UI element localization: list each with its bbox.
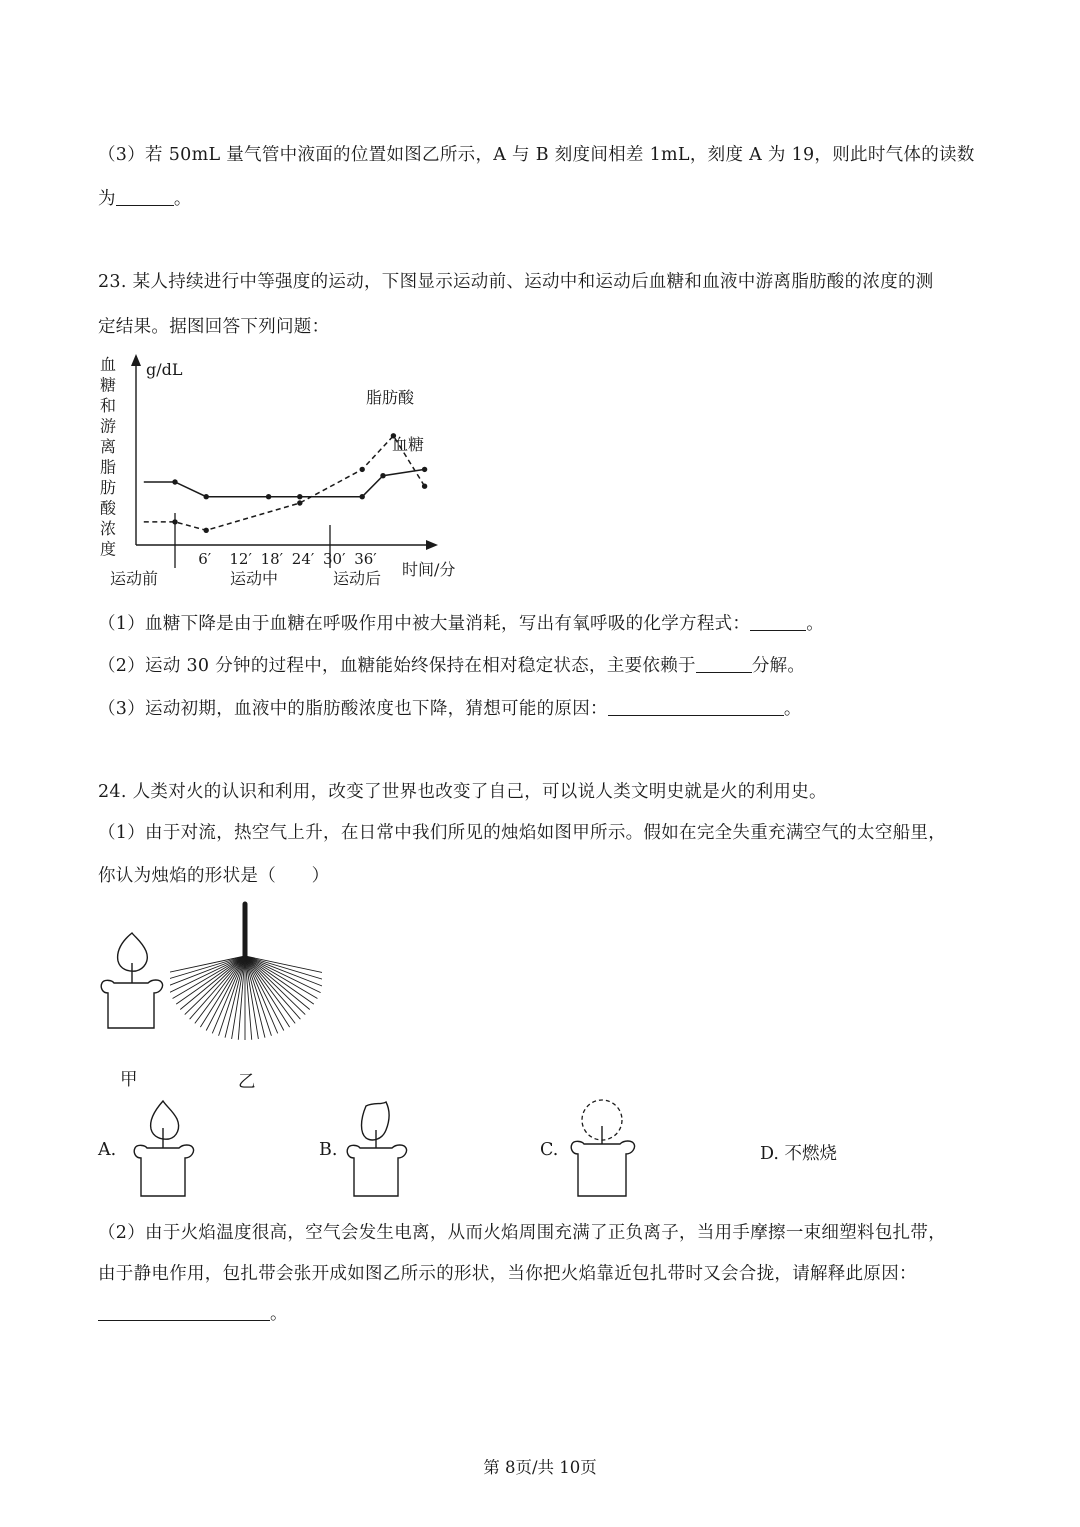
option-b-label[interactable]: B.: [319, 1140, 338, 1160]
glucose-point: [422, 467, 427, 472]
chart-yunit: g/dL: [146, 360, 183, 379]
q23-q2-blank[interactable]: [696, 656, 752, 673]
chart-xlabel: 时间/分: [402, 560, 456, 579]
glucose-point: [297, 494, 302, 499]
q24-p2-blank[interactable]: [98, 1304, 270, 1321]
q22-part3-line1: （3）若 50mL 量气管中液面的位置如图乙所示，A 与 B 刻度间相差 1mL，刻度 A 为 19，则此时气体的读数: [98, 145, 975, 165]
fatty-acid-point: [360, 467, 365, 472]
x-tick-label: 24′: [291, 550, 315, 568]
x-axis-arrow: [426, 540, 438, 550]
ylabel-char: 和: [99, 396, 117, 415]
q24-p2-end: 。: [270, 1304, 288, 1324]
phase-label-before: 运动前: [110, 569, 159, 588]
x-tick-label: 30′: [323, 550, 346, 568]
option-d-label[interactable]: D. 不燃烧: [760, 1144, 838, 1164]
q24-p2-line1: （2）由于火焰温度很高，空气会发生电离，从而火焰周围充满了正负离子，当用手摩擦一束细塑料包扎带，: [98, 1223, 947, 1243]
q22-answer-blank[interactable]: [116, 189, 174, 206]
q24-p1-line2: 你认为烛焰的形状是（ ）: [98, 866, 330, 886]
q23-stem-line2: 定结果。据图回答下列问题：: [98, 317, 330, 337]
option-c-candle-icon: [566, 1098, 638, 1200]
ylabel-char: 浓: [99, 519, 117, 538]
q23-q2-end: 分解。: [751, 656, 806, 676]
phase-label-during: 运动中: [230, 569, 279, 588]
glucose-point: [380, 473, 385, 478]
q23-q1-blank[interactable]: [750, 614, 806, 631]
glucose-point: [204, 494, 209, 499]
ylabel-char: 血: [99, 355, 117, 374]
q23-q3: [98, 695, 802, 720]
fig-yi-label: 乙: [238, 1072, 256, 1092]
q24-p1-line1: （1）由于对流，热空气上升，在日常中我们所见的烛焰如图甲所示。假如在完全失重充满空气的太空船里，: [98, 823, 947, 843]
q23-q2-text: （2）运动 30 分钟的过程中，血糖能始终保持在相对稳定状态，主要依赖于: [98, 656, 696, 676]
q22-part3-line2: [98, 185, 192, 210]
q24-p2-line3: [98, 1300, 288, 1325]
y-axis-arrow: [131, 354, 141, 366]
glucose-fatty-acid-chart: [90, 350, 480, 595]
svg-text:血糖和游离脂肪酸浓度: [100, 355, 117, 559]
x-tick-label: 36′: [354, 550, 377, 568]
ylabel-char: 糖: [99, 375, 117, 395]
x-tick-label: 6′: [198, 550, 212, 568]
plastic-strip: [170, 956, 245, 980]
q23-q2: [98, 652, 805, 677]
chart-ylabel: [100, 355, 117, 559]
fatty-acid-point: [172, 519, 177, 524]
legend-fatty-acid: 脂肪酸: [366, 388, 415, 407]
ylabel-char: 脂: [99, 457, 117, 477]
page-number: 第 8页/共 10页: [483, 1458, 597, 1477]
plastic-strips-fan-illustration: [170, 900, 322, 1045]
candle-jia-illustration: [96, 925, 166, 1035]
option-a-label[interactable]: A.: [98, 1140, 117, 1160]
q23-q3-blank[interactable]: [608, 699, 784, 716]
fatty-acid-point: [297, 500, 302, 505]
legend-glucose: 血糖: [392, 435, 425, 454]
fatty-acid-point: [204, 528, 209, 533]
x-tick-label: 18′: [260, 550, 284, 568]
option-c-label[interactable]: C.: [540, 1140, 559, 1160]
q23-q3-text: （3）运动初期，血液中的脂肪酸浓度也下降，猜想可能的原因：: [98, 699, 608, 719]
q23-q1-text: （1）血糖下降是由于血糖在呼吸作用中被大量消耗，写出有氧呼吸的化学方程式：: [98, 614, 751, 634]
q23-q1: [98, 610, 824, 635]
x-tick-label: 12′: [229, 550, 252, 568]
q23-stem-line1: 23. 某人持续进行中等强度的运动，下图显示运动前、运动中和运动后血糖和血液中游离脂肪酸的浓度的测: [98, 272, 934, 292]
q24-stem: 24. 人类对火的认识和利用，改变了世界也改变了自己，可以说人类文明史就是火的利用史。: [98, 782, 827, 802]
fig-jia-label: 甲: [120, 1070, 138, 1090]
q24-p2-line2: 由于静电作用，包扎带会张开成如图乙所示的形状，当你把火焰靠近包扎带时又会合拢，请解释此原因：: [98, 1264, 917, 1284]
ylabel-char: 肪: [99, 478, 117, 497]
ylabel-char: 度: [99, 539, 117, 559]
ylabel-char: 离: [99, 437, 117, 456]
ylabel-char: 酸: [99, 498, 117, 518]
fatty-acid-point: [422, 484, 427, 489]
option-b-candle-icon: [346, 1100, 410, 1200]
ylabel-char: 游: [99, 416, 117, 436]
glucose-point: [172, 479, 177, 484]
q23-q1-end: 。: [806, 614, 825, 634]
fatty-acid-line: [144, 436, 425, 531]
plastic-strip: [219, 956, 245, 1036]
glucose-point: [360, 494, 365, 499]
glucose-point: [266, 494, 271, 499]
phase-label-after: 运动后: [333, 569, 382, 588]
plastic-strip: [245, 956, 271, 1036]
q22-part3-prefix: 为: [98, 189, 116, 209]
option-a-candle-icon: [133, 1098, 195, 1200]
q22-part3-suffix: 。: [173, 189, 192, 209]
q23-q3-end: 。: [783, 699, 802, 719]
plastic-strip: [245, 956, 322, 980]
